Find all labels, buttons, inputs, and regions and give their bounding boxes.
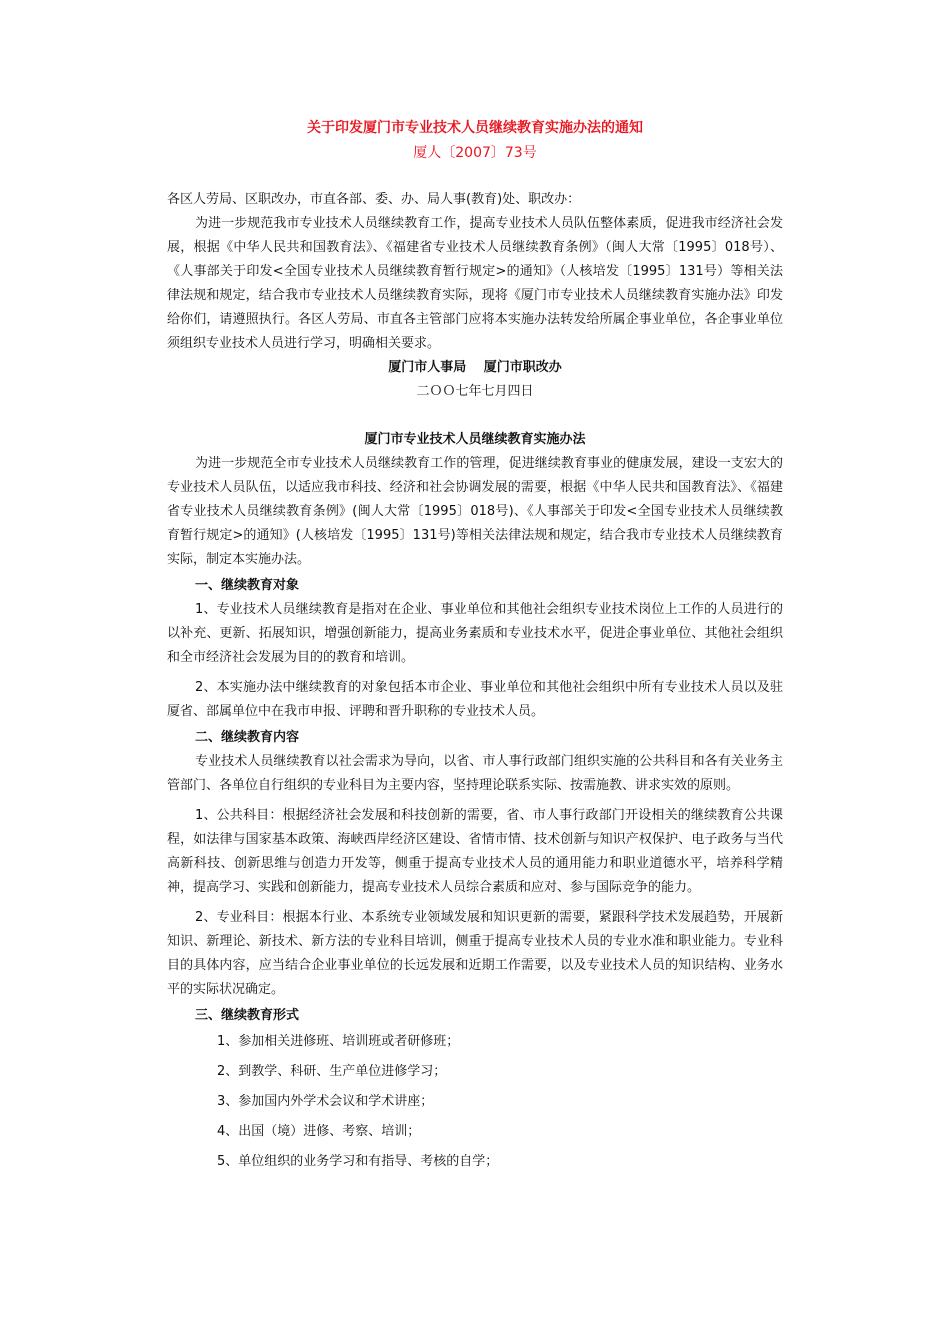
form-list <box>167 1030 783 1174</box>
signers: 厦门市人事局 厦门市职改办 <box>388 360 562 375</box>
section2-paragraph-1: 1、公共科目：根据经济社会发展和科技创新的需要，省、市人事行政部门开设相关的继续教育公共课程，如法律与国家基本政策、海峡西岸经济区建设、省情市情、技术创新与知识产权保护、电子政务与当代高新科技、创新思维与创造力开发等，侧重于提高专业技术人员的通用能力和职业道德水平，培养科学精神，提高学习、实践和创新能力，提高专业技术人员综合素质和应对、参与国际竞争的能力。 <box>167 808 783 895</box>
list-item: 5、单位组织的业务学习和有指导、考核的自学； <box>217 1154 499 1169</box>
measures-title: 厦门市专业技术人员继续教育实施办法 <box>364 432 586 447</box>
document-page <box>167 118 783 1174</box>
section2-paragraph-0: 专业技术人员继续教育以社会需求为导向，以省、市人事行政部门组织实施的公共科目和各有关业务主管部门、各单位自行组织的专业科目为主要内容，坚持理论联系实际、按需施教、讲求实效的原则。 <box>167 754 783 793</box>
notice-body: 为进一步规范我市专业技术人员继续教育工作，提高专业技术人员队伍整体素质，促进我市经济社会发展，根据《中华人民共和国教育法》、《福建省专业技术人员继续教育条例》（闽人大常〔1995〕018号）、《人事部关于印发<全国专业技术人员继续教育暂行规定>的通知》（人核培发〔1995〕131号）等相关法律法规和规定，结合我市专业技术人员继续教育实际，现将《厦门市专业技术人员继续教育实施办法》印发给你们，请遵照执行。各区人劳局、市直各主管部门应将本实施办法转发给所属企事业单位，各企事业单位须组织专业技术人员进行学习，明确相关要求。 <box>167 216 783 351</box>
list-item: 4、出国（境）进修、考察、培训； <box>217 1124 421 1139</box>
list-item: 1、参加相关进修班、培训班或者研修班； <box>217 1034 460 1049</box>
notice-title: 关于印发厦门市专业技术人员继续教育实施办法的通知 <box>307 120 643 136</box>
list-item: 3、参加国内外学术会议和学术讲座； <box>217 1094 434 1109</box>
section1-paragraph-1: 1、专业技术人员继续教育是指对在企业、事业单位和其他社会组织专业技术岗位上工作的人员进行的以补充、更新、拓展知识，增强创新能力，提高业务素质和专业技术水平，促进企事业单位、其他社会组织和全市经济社会发展为目的的教育和培训。 <box>167 602 783 665</box>
issue-date: 二ＯＯ七年七月四日 <box>416 384 534 399</box>
document-number: 厦人〔2007〕73号 <box>413 145 537 161</box>
section-heading-2: 二、继续教育内容 <box>195 730 300 745</box>
list-item: 2、到教学、科研、生产单位进修学习； <box>217 1064 447 1079</box>
section1-paragraph-2: 2、本实施办法中继续教育的对象包括本市企业、事业单位和其他社会组织中所有专业技术人员以及驻厦省、部属单位中在我市申报、评聘和晋升职称的专业技术人员。 <box>167 680 783 719</box>
salutation: 各区人劳局、区职改办，市直各部、委、办、局人事(教育)处、职改办： <box>167 192 581 207</box>
section-heading-1: 一、继续教育对象 <box>195 578 300 593</box>
measures-intro: 为进一步规范全市专业技术人员继续教育工作的管理，促进继续教育事业的健康发展，建设一支宏大的专业技术人员队伍，以适应我市科技、经济和社会协调发展的需要，根据《中华人民共和国教育法》、《福建省专业技术人员继续教育条例》(闽人大常〔1995〕018号)、《人事部关于印发<全国专业技术人员继续教育暂行规定>的通知》(人核培发〔1995〕131号)等相关法律法规和规定，结合我市专业技术人员继续教育实际，制定本实施办法。 <box>167 456 783 567</box>
section2-paragraph-2: 2、专业科目：根据本行业、本系统专业领域发展和知识更新的需要，紧跟科学技术发展趋势，开展新知识、新理论、新技术、新方法的专业科目培训，侧重于提高专业技术人员的专业水准和职业能力。专业科目的具体内容，应当结合企业事业单位的长远发展和近期工作需要，以及专业技术人员的知识结构、业务水平的实际状况确定。 <box>167 910 783 997</box>
section-heading-3: 三、继续教育形式 <box>195 1008 300 1023</box>
